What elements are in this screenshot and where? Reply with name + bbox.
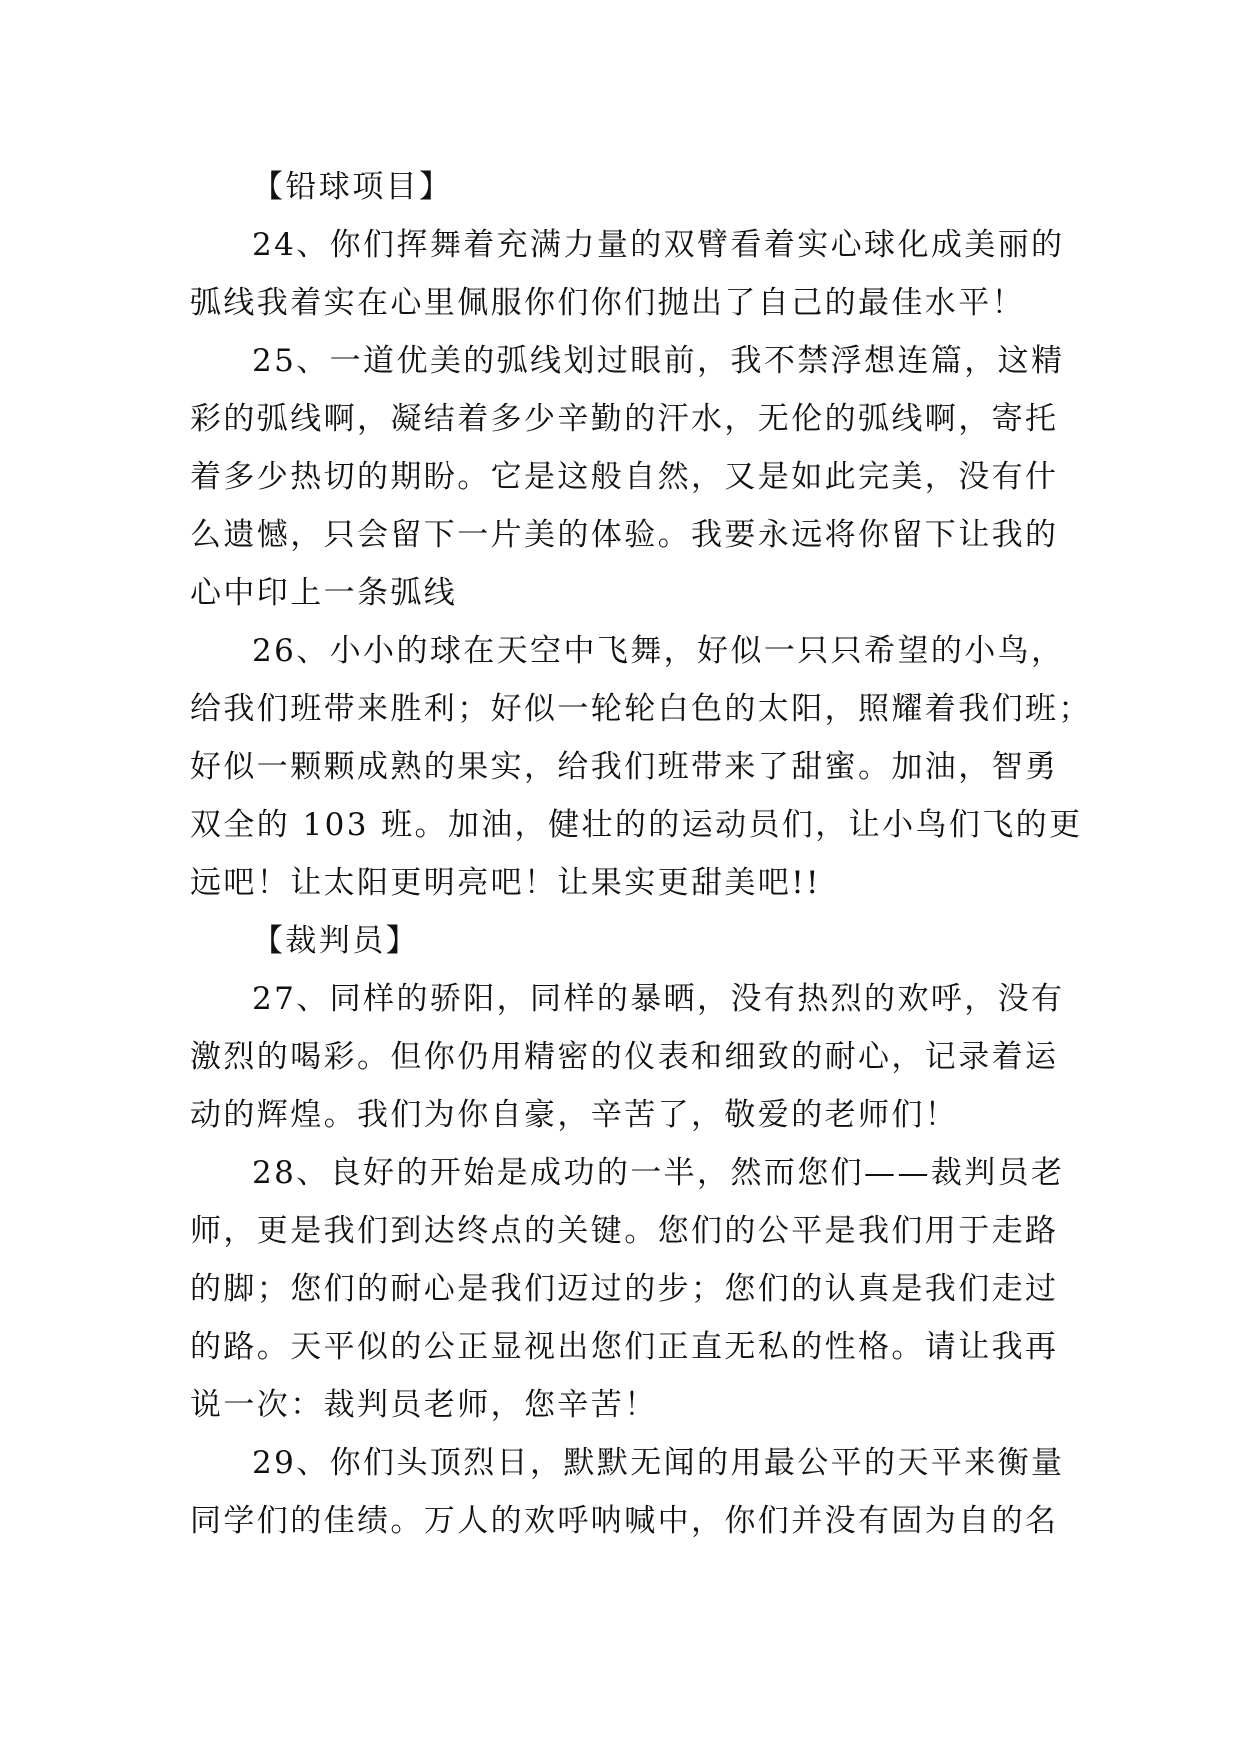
paragraph-line: 27、同样的骄阳，同样的暴晒，没有热烈的欢呼，没有 — [252, 981, 1065, 1017]
paragraph-line: 同学们的佳绩。万人的欢呼呐喊中，你们并没有固为自的名 — [190, 1503, 1059, 1539]
paragraph-line: 26、小小的球在天空中飞舞，好似一只只希望的小鸟， — [252, 633, 1065, 669]
paragraph-line: 29、你们头顶烈日，默默无闻的用最公平的天平来衡量 — [252, 1445, 1065, 1481]
paragraph-line: 着多少热切的期盼。它是这般自然，又是如此完美，没有什 — [190, 459, 1059, 495]
paragraph-line: 双全的 103 班。加油，健壮的的运动员们，让小鸟们飞的更 — [190, 807, 1083, 843]
paragraph-line: 说一次：裁判员老师，您辛苦！ — [190, 1387, 658, 1423]
paragraph-line: 彩的弧线啊，凝结着多少辛勤的汗水，无伦的弧线啊，寄托 — [190, 401, 1059, 437]
paragraph-line: 28、良好的开始是成功的一半，然而您们——裁判员老 — [252, 1155, 1065, 1191]
paragraph-line: 师，更是我们到达终点的关键。您们的公平是我们用于走路 — [190, 1213, 1059, 1249]
paragraph-line: 动的辉煌。我们为你自豪，辛苦了，敬爱的老师们！ — [190, 1097, 959, 1133]
paragraph-line: 的路。天平似的公正显视出您们正直无私的性格。请让我再 — [190, 1329, 1059, 1365]
paragraph-line: 好似一颗颗成熟的果实，给我们班带来了甜蜜。加油，智勇 — [190, 749, 1059, 785]
paragraph-line: 25、一道优美的弧线划过眼前，我不禁浮想连篇，这精 — [252, 343, 1065, 379]
paragraph-line: 激烈的喝彩。但你仍用精密的仪表和细致的耐心，记录着运 — [190, 1039, 1059, 1075]
paragraph-line: 远吧！让太阳更明亮吧！让果实更甜美吧!! — [190, 865, 821, 901]
paragraph-line: 心中印上一条弧线 — [190, 575, 458, 611]
paragraph-line: 的脚；您们的耐心是我们迈过的步；您们的认真是我们走过 — [190, 1271, 1059, 1307]
paragraph-line: 24、你们挥舞着充满力量的双臂看着实心球化成美丽的 — [252, 227, 1065, 263]
document-body — [190, 158, 1092, 1550]
section-heading-shot-put: 【铅球项目】 — [252, 169, 453, 205]
paragraph-line: 给我们班带来胜利；好似一轮轮白色的太阳，照耀着我们班； — [190, 691, 1092, 727]
section-heading-referees: 【裁判员】 — [252, 923, 419, 959]
paragraph-line: 弧线我着实在心里佩服你们你们抛出了自己的最佳水平！ — [190, 285, 1025, 321]
paragraph-line: 么遗憾，只会留下一片美的体验。我要永远将你留下让我的 — [190, 517, 1059, 553]
